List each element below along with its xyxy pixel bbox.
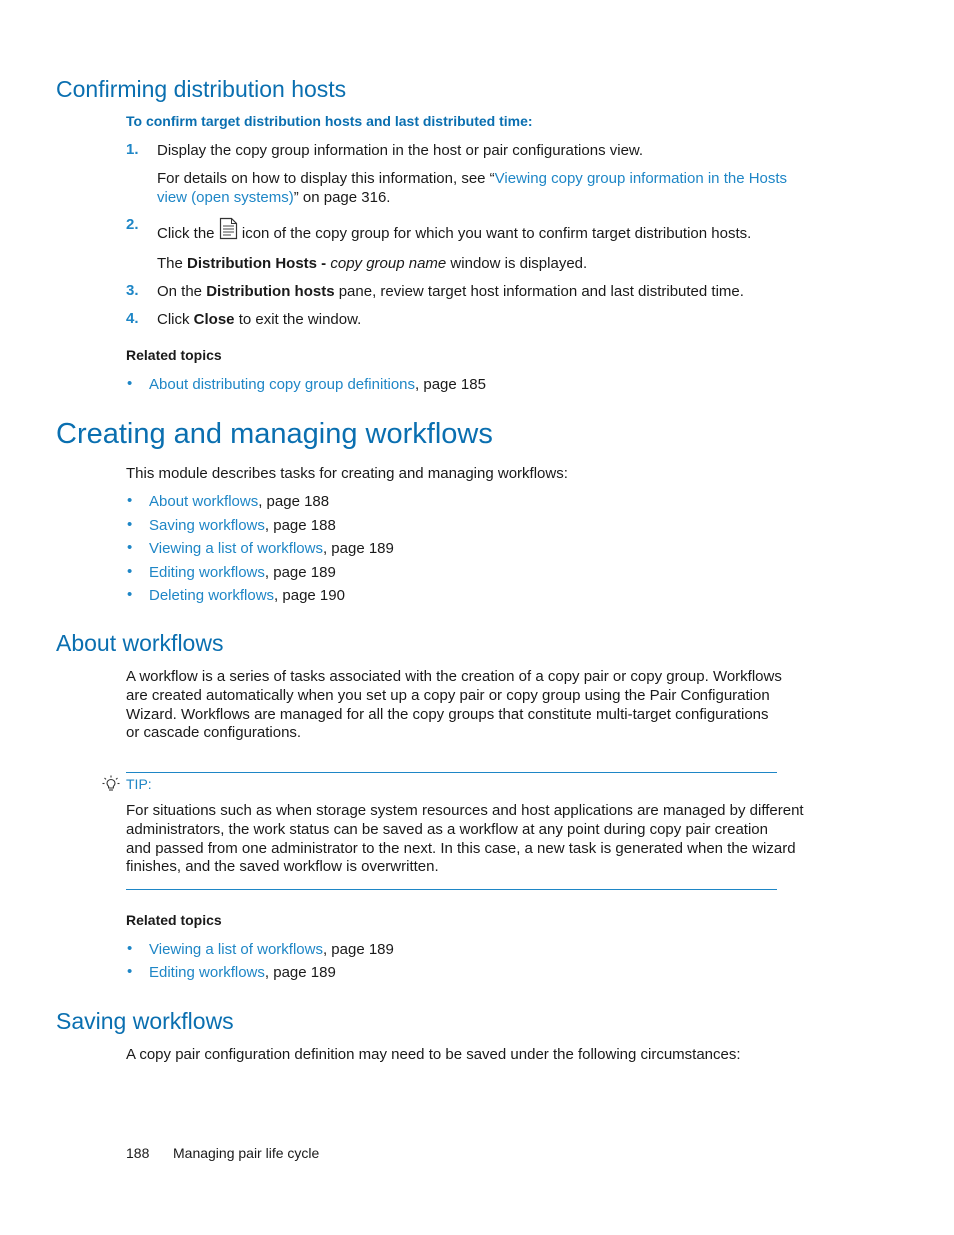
step-detail: For details on how to display this information, see “Viewing copy group information in the Hosts xyxy=(157,170,788,187)
link-viewing-copy-group-information[interactable]: Viewing copy group information in the Hosts xyxy=(494,170,788,187)
step-text: On the Distribution hosts pane, review target host information and last distributed time. xyxy=(157,283,744,300)
module-intro: This module describes tasks for creating and managing workflows: xyxy=(126,465,568,482)
bullet: • xyxy=(127,516,133,533)
heading-confirming-distribution-hosts: Confirming distribution hosts xyxy=(56,76,347,102)
list-item: About distributing copy group definitions, page 185 xyxy=(149,376,486,393)
paragraph-line: are created automatically when you set up a copy pair or copy group using the Pair Configuration xyxy=(126,687,770,704)
link-saving-workflows[interactable]: Saving workflows xyxy=(149,517,265,534)
lightbulb-icon xyxy=(102,775,120,793)
list-item: About workflows, page 188 xyxy=(149,493,330,510)
bullet: • xyxy=(127,539,133,556)
bullet: • xyxy=(127,375,133,392)
link-about-workflows[interactable]: About workflows xyxy=(149,493,259,510)
tip-line: administrators, the work status can be saved as a workflow at any point during copy pair creation xyxy=(126,821,768,838)
related-topics-heading: Related topics xyxy=(126,347,222,363)
chapter-title: Managing pair life cycle xyxy=(173,1145,320,1161)
link-viewing-copy-group-information-cont[interactable]: view (open systems) xyxy=(157,189,294,206)
tip-label: TIP: xyxy=(126,776,152,792)
paragraph-line: or cascade configurations. xyxy=(126,724,302,741)
step-number: 3. xyxy=(126,282,139,299)
tip-line: For situations such as when storage system resources and host applications are managed by different xyxy=(126,802,804,819)
heading-saving-workflows: Saving workflows xyxy=(56,1008,234,1034)
list-item: Viewing a list of workflows, page 189 xyxy=(149,540,394,557)
step-number: 2. xyxy=(126,216,139,233)
document-icon xyxy=(219,217,238,240)
list-item: Editing workflows, page 189 xyxy=(149,564,336,581)
bullet: • xyxy=(127,586,133,603)
step-number: 4. xyxy=(126,310,139,327)
link-editing-workflows[interactable]: Editing workflows xyxy=(149,564,265,581)
heading-creating-and-managing-workflows: Creating and managing workflows xyxy=(56,418,493,450)
step-text: Click Close to exit the window. xyxy=(157,311,362,328)
paragraph-line: Wizard. Workflows are managed for all the copy groups that constitute multi-target configurations xyxy=(126,706,769,723)
bullet: • xyxy=(127,492,133,509)
link-about-distributing-copy-group-definitions[interactable]: About distributing copy group definitions xyxy=(149,376,416,393)
step-text: Click the icon of the copy group for which you want to confirm target distribution hosts. xyxy=(157,217,751,243)
step-number: 1. xyxy=(126,141,139,158)
step-detail-cont: view (open systems)” on page 316. xyxy=(157,189,391,206)
bullet: • xyxy=(127,963,133,980)
tip-bottom-rule xyxy=(126,889,777,890)
tip-top-rule xyxy=(126,772,777,773)
bullet: • xyxy=(127,563,133,580)
saving-intro: A copy pair configuration definition may need to be saved under the following circumstances: xyxy=(126,1046,741,1063)
list-item: Deleting workflows, page 190 xyxy=(149,587,345,604)
page-number: 188 xyxy=(126,1145,150,1161)
list-item: Saving workflows, page 188 xyxy=(149,517,336,534)
tip-line: finishes, and the saved workflow is overwritten. xyxy=(126,858,439,875)
procedure-title: To confirm target distribution hosts and last distributed time: xyxy=(126,113,533,129)
link-editing-workflows[interactable]: Editing workflows xyxy=(149,964,265,981)
bullet: • xyxy=(127,940,133,957)
tip-line: and passed from one administrator to the next. In this case, a new task is generated when the wizard xyxy=(126,840,796,857)
link-viewing-a-list-of-workflows[interactable]: Viewing a list of workflows xyxy=(149,540,323,557)
paragraph-line: A workflow is a series of tasks associated with the creation of a copy pair or copy group. Workflows xyxy=(126,668,782,685)
list-item: Viewing a list of workflows, page 189 xyxy=(149,941,394,958)
link-viewing-a-list-of-workflows[interactable]: Viewing a list of workflows xyxy=(149,941,323,958)
step-result: The Distribution Hosts - copy group name window is displayed. xyxy=(157,255,588,272)
link-deleting-workflows[interactable]: Deleting workflows xyxy=(149,587,275,604)
step-text: Display the copy group information in the host or pair configurations view. xyxy=(157,142,644,159)
heading-about-workflows: About workflows xyxy=(56,630,224,656)
related-topics-heading: Related topics xyxy=(126,912,222,928)
list-item: Editing workflows, page 189 xyxy=(149,964,336,981)
